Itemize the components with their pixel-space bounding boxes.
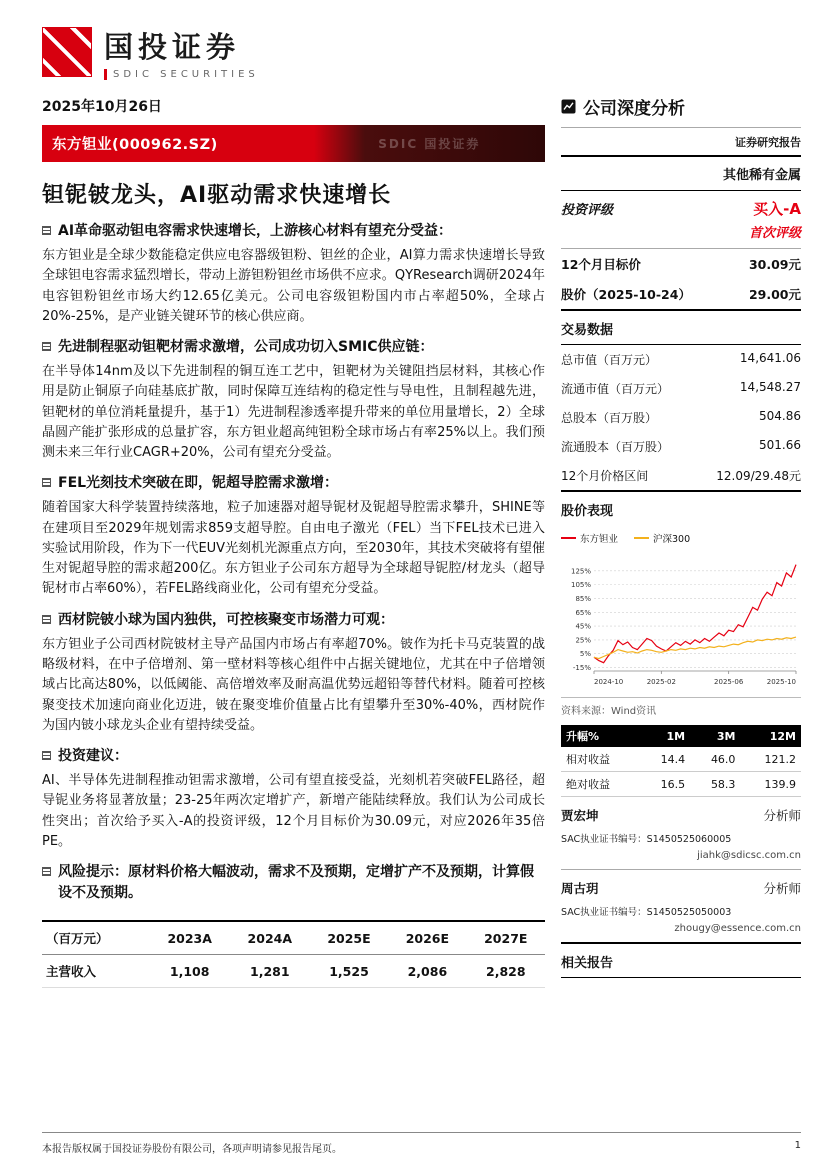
target-price-value: 30.09元 — [748, 257, 801, 272]
section-heading — [42, 221, 545, 242]
section-body: 东方钽业子公司西材院铍材主导产品国内市场占有率超70%。铍作为托卡马克装置的战略级材料，在中子倍增剂、第一壁材料等核心组件中占据关键地位，尤其在中子倍增领域占比高达80%，以低阈能、高倍增效率及耐高温优势远超铅等替代材料。随着可控核聚变技术加速向商业化迈进，铍在聚变堆价值量占比有望攀升至30%-40%，西材院作为国内铍小球龙头企业有望持续受益。 — [42, 636, 545, 733]
trading-data-label: 流通市值（百万元） — [561, 382, 670, 396]
report-date: 2025年10月26日 — [42, 99, 162, 115]
related-reports-title: 相关报告 — [561, 956, 614, 971]
legend-item — [561, 531, 618, 545]
trading-data-row — [561, 345, 801, 374]
analyst-block — [561, 797, 801, 870]
analyst-cert: SAC执业证书编号：S1450525050003 — [561, 907, 732, 918]
report-series-label: 证券研究报告 — [735, 136, 801, 149]
report-section — [42, 221, 545, 327]
svg-text:25%: 25% — [575, 636, 591, 645]
analyst-name: 贾宏坤 — [561, 808, 599, 823]
returns-cell: 139.9 — [740, 772, 801, 797]
report-title: 钽铌铍龙头，AI驱动需求快速增长 — [42, 183, 392, 208]
analyst-name: 周古玥 — [561, 881, 599, 896]
chart-legend — [561, 525, 801, 547]
trading-data-label: 流通股本（百万股） — [561, 440, 670, 454]
section-bullet-icon — [42, 342, 51, 351]
analyst-list — [561, 797, 801, 942]
section-bullet-icon — [42, 226, 51, 235]
financial-summary-table — [42, 920, 545, 988]
analyst-role: 分析师 — [763, 808, 801, 823]
fin-header-cell: 2027E — [484, 930, 528, 946]
returns-header-cell: 12M — [740, 725, 801, 747]
rating-label: 投资评级 — [561, 203, 614, 218]
svg-text:125%: 125% — [570, 567, 591, 576]
fin-header-cell: 2026E — [405, 930, 450, 946]
returns-header-cell: 升幅% — [561, 725, 640, 747]
returns-cell: 14.4 — [640, 747, 690, 772]
svg-text:-15%: -15% — [572, 664, 591, 673]
fin-header-cell: 2023A — [167, 930, 212, 946]
section-heading-text: 西材院铍小球为国内独供，可控核聚变市场潜力可观： — [58, 611, 394, 628]
returns-cell: 121.2 — [740, 747, 801, 772]
fin-header-cell: （百万元） — [46, 931, 109, 947]
svg-text:2025-06: 2025-06 — [714, 678, 744, 686]
trading-data-row — [561, 374, 801, 403]
trading-data-label: 总市值（百万元） — [561, 353, 658, 367]
report-section — [42, 337, 545, 463]
trading-data-label: 总股本（百万股） — [561, 411, 658, 425]
price-performance-chart — [561, 547, 801, 695]
fin-header-row — [42, 921, 545, 955]
rating-value: 买入-A — [753, 200, 801, 218]
fin-cell: 1,525 — [310, 955, 388, 988]
section-bullet-icon — [42, 615, 51, 624]
report-type-icon — [561, 99, 576, 114]
trading-data-value: 501.66 — [759, 438, 801, 452]
legend-marker — [634, 537, 649, 539]
section-heading-text: 投资建议： — [58, 748, 128, 765]
stock-banner — [42, 125, 545, 162]
section-bullet-icon — [42, 478, 51, 487]
trading-data-row — [561, 432, 801, 461]
page-number: 1 — [794, 1140, 801, 1151]
returns-header-cell: 3M — [690, 725, 740, 747]
trading-data-value: 504.86 — [759, 409, 801, 423]
svg-text:45%: 45% — [575, 622, 591, 631]
report-section — [42, 610, 545, 736]
trading-data-value: 12.09/29.48元 — [716, 469, 801, 483]
brand-header — [42, 20, 801, 84]
section-heading — [42, 746, 545, 767]
returns-header-row — [561, 725, 801, 747]
returns-cell: 58.3 — [690, 772, 740, 797]
trading-data-row — [561, 403, 801, 432]
analyst-block — [561, 870, 801, 942]
legend-label: 东方钽业 — [580, 534, 619, 545]
fin-header-cell: 2024A — [247, 930, 293, 946]
target-price-row — [561, 249, 801, 279]
fin-cell: 1,281 — [230, 955, 310, 988]
section-heading-text: AI革命驱动钽电容需求快速增长，上游核心材料有望充分受益： — [58, 223, 453, 239]
section-heading — [42, 610, 545, 631]
section-heading — [42, 862, 545, 904]
section-heading — [42, 337, 545, 358]
brand-logo-icon — [42, 27, 92, 77]
section-heading-text: FEL光刻技术突破在即，铌超导腔需求激增： — [58, 475, 339, 492]
fin-header-cell: 2025E — [327, 930, 371, 946]
report-section — [42, 862, 545, 904]
returns-cell: 16.5 — [640, 772, 690, 797]
analyst-cert: SAC执业证书编号：S1450525060005 — [561, 834, 732, 845]
returns-data-row — [561, 747, 801, 772]
banner-watermark: SDIC 国投证券 — [314, 125, 545, 162]
section-heading-text: 先进制程驱动钽靶材需求激增，公司成功切入SMIC供应链： — [58, 339, 434, 356]
target-price-label: 12个月目标价 — [561, 257, 641, 272]
brand-name-en: SDIC SECURITIES — [104, 69, 259, 80]
returns-row-label: 绝对收益 — [561, 772, 640, 797]
section-heading — [42, 473, 545, 494]
trading-data-list — [561, 345, 801, 490]
section-bullet-icon — [42, 867, 51, 876]
trading-data-title: 交易数据 — [561, 323, 614, 338]
svg-text:105%: 105% — [570, 581, 591, 590]
fin-cell: 2,086 — [388, 955, 466, 988]
fin-row-label: 主营收入 — [42, 955, 150, 988]
analyst-email-link[interactable]: zhougy@essence.com.cn — [674, 923, 801, 934]
brand-name: 国投证券 — [104, 29, 241, 64]
chart-source: 资料来源：Wind资讯 — [561, 697, 801, 717]
stock-name: 东方钽业(000962.SZ) — [52, 137, 218, 153]
returns-header-cell: 1M — [640, 725, 690, 747]
trading-data-value: 14,548.27 — [739, 380, 801, 394]
section-bullet-icon — [42, 751, 51, 760]
rating-row — [561, 191, 801, 220]
legend-marker — [561, 537, 576, 539]
returns-table — [561, 725, 801, 797]
legend-item — [634, 531, 690, 545]
current-price-label: 股价（2025-10-24） — [561, 287, 691, 302]
section-body: 随着国家大科学装置持续落地，粒子加速器对超导铌材及铌超导腔需求攀升，SHINE等在建项目至2029年规划需求859支超导腔。自由电子激光（FEL）当下FEL技术已进入实验试用阶段，作为下一代EUV光刻机光源重点方向，至2030年，其技术突破将有望催生对铌超导腔的需求超200亿。东方钽业子公司东方超导为全球超导铌腔/材龙头（超导铌材市占率60%），若FEL路线商业化，公司有望充分受益。 — [42, 500, 545, 597]
svg-text:2025-02: 2025-02 — [646, 678, 676, 686]
fin-data-row — [42, 955, 545, 988]
svg-text:65%: 65% — [575, 608, 591, 617]
trading-data-value: 14,641.06 — [739, 351, 801, 365]
returns-row-label: 相对收益 — [561, 747, 640, 772]
trading-data-row — [561, 461, 801, 490]
section-heading-text: 风险提示：原材料价格大幅波动，需求不及预期，定增扩产不及预期，计算假设不及预期。 — [58, 864, 534, 902]
report-type-header — [561, 94, 801, 127]
current-price-row — [561, 279, 801, 309]
section-body: 在半导体14nm及以下先进制程的铜互连工艺中，钽靶材为关键阻挡层材料，其核心作用是防止铜原子向硅基底扩散，同时保障互连结构的稳定性与导电性，且制程越先进，钽靶材的单位消耗量提升，基于1）先进制程渗透率提升带来的单位用量增长，2）全球晶圆产能扩张形成的总量扩容，东方钽业超高纯钽粉全球市场占有率25%以上。我们预测未来三年行业CAGR+20%，公司有望充分受益。 — [42, 364, 545, 461]
analyst-role: 分析师 — [763, 881, 801, 896]
section-body: AI、半导体先进制程推动钽需求激增，公司有望直接受益，光刻机若突破FEL路径，超导铌业务将显著放量；23-25年两次定增扩产，新增产能陆续释放。我们认为公司成长性突出；首次给予买入-A的投资评级，12个月目标价为30.09元，对应2026年35倍PE。 — [42, 773, 545, 849]
report-section — [42, 746, 545, 852]
svg-text:5%: 5% — [579, 650, 591, 659]
svg-text:2024-10: 2024-10 — [594, 678, 624, 686]
returns-data-row — [561, 772, 801, 797]
analyst-email-link[interactable]: jiahk@sdicsc.com.cn — [697, 850, 801, 861]
svg-text:2025-10: 2025-10 — [766, 678, 796, 686]
svg-text:85%: 85% — [575, 594, 591, 603]
report-sections — [42, 221, 545, 904]
current-price-value: 29.00元 — [748, 287, 801, 302]
footer-disclaimer: 本报告版权属于国投证券股份有限公司，各项声明请参见报告尾页。 — [42, 1144, 342, 1155]
returns-cell: 46.0 — [690, 747, 740, 772]
first-rating-badge: 首次评级 — [748, 226, 801, 241]
price-performance-title: 股价表现 — [561, 504, 614, 519]
report-type-label: 公司深度分析 — [583, 99, 685, 119]
legend-label: 沪深300 — [653, 534, 691, 545]
fin-cell: 2,828 — [467, 955, 545, 988]
industry-label: 其他稀有金属 — [722, 168, 801, 183]
trading-data-label: 12个月价格区间 — [561, 469, 649, 483]
report-section — [42, 473, 545, 599]
fin-cell: 1,108 — [150, 955, 230, 988]
section-body: 东方钽业是全球少数能稳定供应电容器级钽粉、钽丝的企业，AI算力需求快速增长导致全球钽电容需求猛烈增长，带动上游钽粉钽丝市场供不应求。QYResearch调研2024年电容钽粉钽丝市场大约12.65亿美元。公司电容级钽粉国内市占率超50%，全球占20%-25%，是产业链关键环节的核心供应商。 — [42, 248, 545, 324]
page-footer — [42, 1132, 801, 1155]
